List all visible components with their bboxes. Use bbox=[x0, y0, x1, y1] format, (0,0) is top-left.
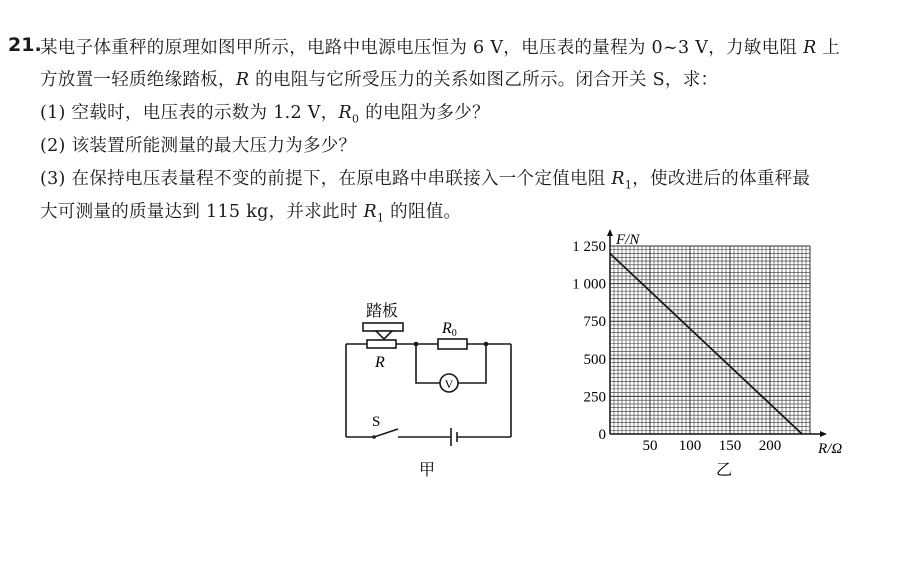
subquestion-1: (1) 空载时，电压表的示数为 1.2 V，$R_0$ 的电阻为多少？ bbox=[40, 103, 490, 126]
chart-caption: 乙 bbox=[716, 462, 733, 479]
x-tick-label: 150 bbox=[718, 438, 742, 454]
voltmeter-symbol: V bbox=[444, 377, 454, 391]
question-line-2: 方放置一轻质绝缘踏板，R 的电阻与它所受压力的关系如图乙所示。闭合开关 S，求： bbox=[40, 70, 719, 90]
y-tick-label: 500 bbox=[583, 351, 606, 368]
y-tick-label: 250 bbox=[583, 389, 606, 406]
sensor-label: R bbox=[375, 354, 385, 371]
y-tick-label: 1 250 bbox=[572, 239, 606, 255]
x-tick-label: 50 bbox=[642, 438, 658, 454]
subquestion-2: (2) 该装置所能测量的最大压力为多少？ bbox=[40, 136, 357, 156]
x-tick-label: 200 bbox=[758, 438, 782, 454]
y-tick-label: 0 bbox=[598, 427, 606, 443]
question-number: 21. bbox=[8, 34, 42, 56]
chart-grid bbox=[610, 246, 810, 434]
resistor-r0-label: R0 bbox=[442, 320, 457, 339]
y-tick-label: 750 bbox=[583, 314, 606, 331]
subquestion-3-line-2: 大可测量的质量达到 115 kg，并求此时 $R_1$ 的阻值。 bbox=[40, 202, 462, 225]
pedal-label: 踏板 bbox=[366, 303, 399, 320]
chart-xlabel: R/Ω bbox=[818, 441, 843, 457]
x-tick-label: 100 bbox=[678, 438, 702, 454]
question-line-1: 某电子体重秤的原理如图甲所示，电路中电源电压恒为 6 V，电压表的量程为 0~3 V，力敏电阻 R 上 bbox=[40, 38, 841, 58]
switch-label: S bbox=[372, 414, 381, 430]
y-tick-label: 1 000 bbox=[572, 276, 606, 293]
chart-ylabel: F/N bbox=[616, 232, 640, 248]
x-axis-arrow bbox=[820, 431, 827, 437]
circuit-caption: 甲 bbox=[419, 462, 436, 479]
y-axis-arrow bbox=[607, 229, 613, 236]
subquestion-3-line-1: (3) 在保持电压表量程不变的前提下，在原电路中串联接入一个定值电阻 $R_1$，使改进后的体重秤最 bbox=[40, 169, 811, 192]
